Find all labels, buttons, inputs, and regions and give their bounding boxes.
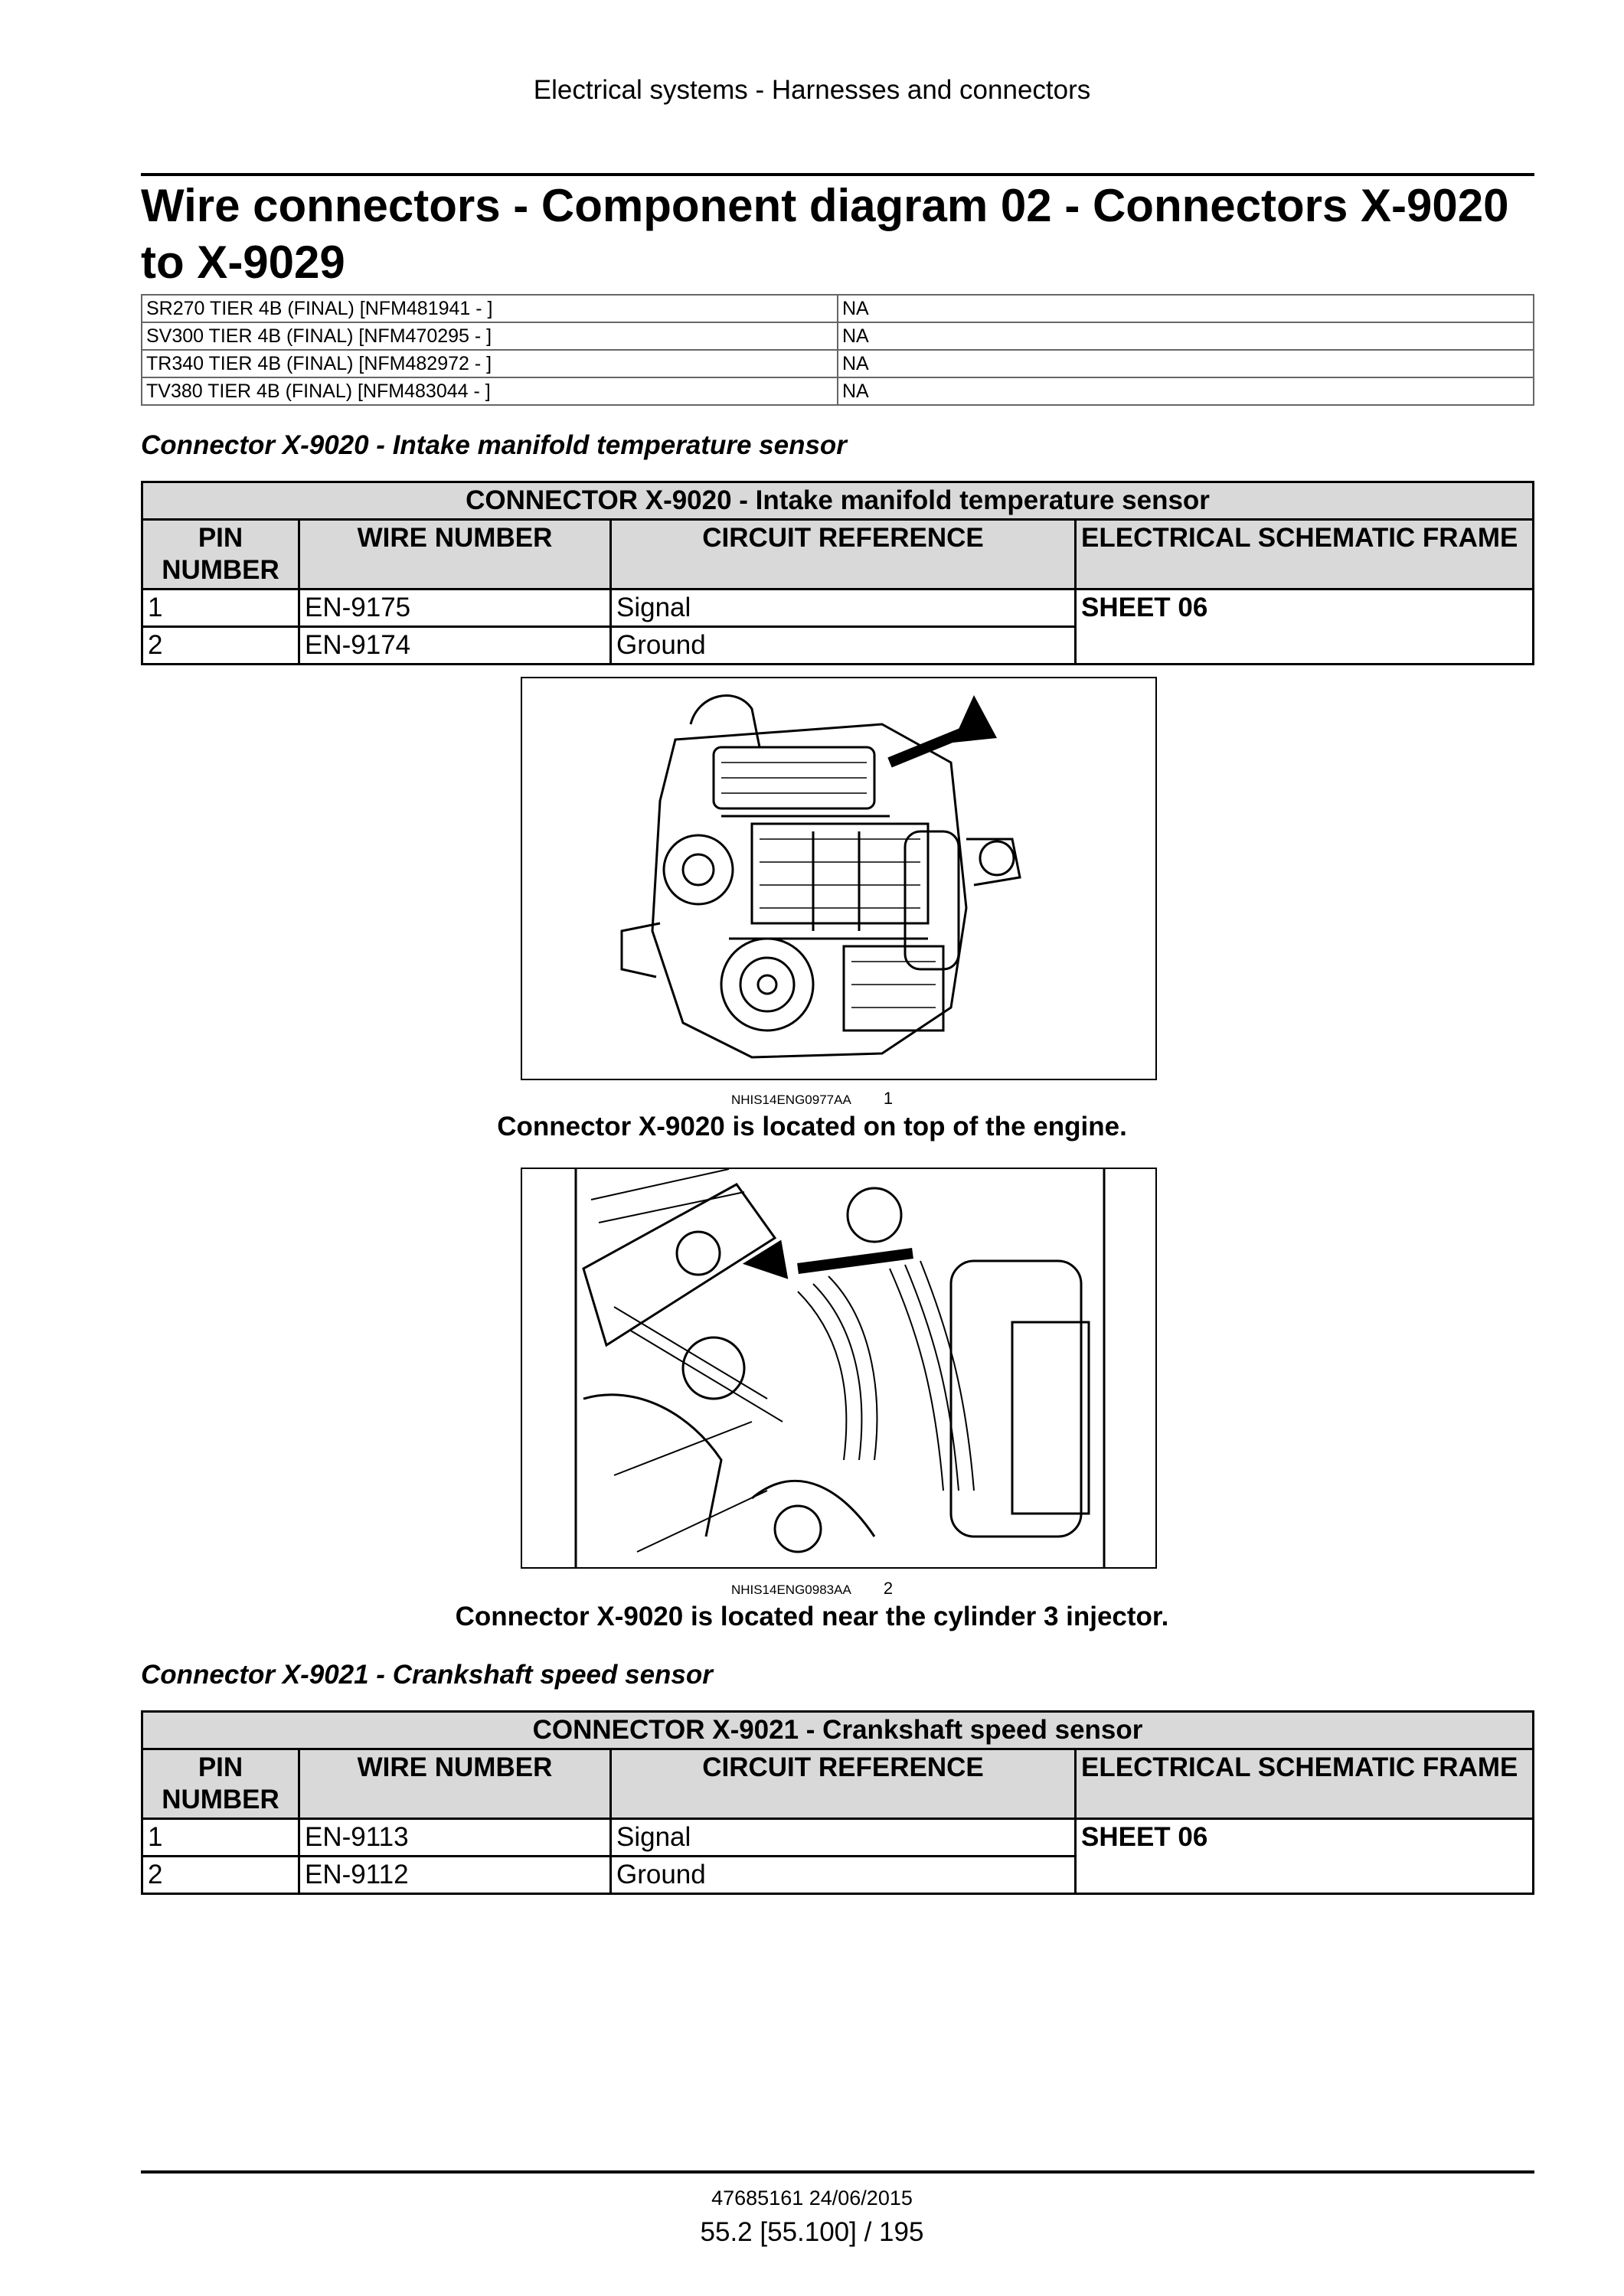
table-caption: CONNECTOR X-9020 - Intake manifold temperature sensor bbox=[142, 482, 1534, 520]
page-title: Wire connectors - Component diagram 02 - Connectors X-9020 to X-9029 bbox=[141, 180, 1509, 288]
footer-rule bbox=[141, 2170, 1534, 2174]
figure-code-text: NHIS14ENG0977AA bbox=[730, 1092, 851, 1107]
figure-caption: Connector X-9020 is located near the cylinder 3 injector. bbox=[455, 1602, 1169, 1631]
pin-cell: 2 bbox=[142, 1857, 299, 1894]
model-cell: SV300 TIER 4B (FINAL) [NFM470295 - ] bbox=[142, 322, 838, 350]
injector-illustration bbox=[522, 1169, 1155, 1567]
header-rule bbox=[141, 173, 1534, 176]
applicability-row bbox=[142, 322, 1534, 350]
figure-caption: Connector X-9020 is located on top of the engine. bbox=[497, 1112, 1127, 1141]
model-cell: TV380 TIER 4B (FINAL) [NFM483044 - ] bbox=[142, 377, 838, 405]
value-cell: NA bbox=[838, 322, 1534, 350]
wire-cell: EN-9175 bbox=[299, 590, 611, 627]
footer-page-number: 55.2 [55.100] / 195 bbox=[700, 2217, 924, 2247]
value-cell: NA bbox=[838, 377, 1534, 405]
applicability-row bbox=[142, 350, 1534, 377]
column-header: CIRCUIT REFERENCE bbox=[611, 520, 1076, 590]
engine-figure bbox=[521, 677, 1157, 1080]
circuit-cell: Ground bbox=[611, 1857, 1076, 1894]
column-header: WIRE NUMBER bbox=[299, 520, 611, 590]
engine-illustration bbox=[522, 678, 1155, 1079]
applicability-table bbox=[141, 294, 1534, 406]
table-row bbox=[142, 1819, 1534, 1857]
footer-doc-number: 47685161 24/06/2015 bbox=[711, 2187, 913, 2209]
figure-code-text: NHIS14ENG0983AA bbox=[730, 1582, 851, 1597]
model-cell: TR340 TIER 4B (FINAL) [NFM482972 - ] bbox=[142, 350, 838, 377]
figure-number: 2 bbox=[883, 1579, 894, 1598]
column-header: ELECTRICAL SCHEMATIC FRAME bbox=[1076, 520, 1534, 590]
column-header: PIN NUMBER bbox=[142, 520, 299, 590]
wire-cell: EN-9113 bbox=[299, 1819, 611, 1857]
connector-table bbox=[141, 1710, 1534, 1895]
pin-cell: 2 bbox=[142, 627, 299, 665]
figure-code bbox=[0, 1089, 1624, 1109]
connector-table bbox=[141, 481, 1534, 665]
circuit-cell: Signal bbox=[611, 1819, 1076, 1857]
column-header: CIRCUIT REFERENCE bbox=[611, 1749, 1076, 1819]
model-cell: SR270 TIER 4B (FINAL) [NFM481941 - ] bbox=[142, 295, 838, 322]
table-caption: CONNECTOR X-9021 - Crankshaft speed sensor bbox=[142, 1712, 1534, 1749]
circuit-cell: Signal bbox=[611, 590, 1076, 627]
frame-cell: SHEET 06 bbox=[1076, 590, 1534, 665]
section-heading: Connector X-9020 - Intake manifold temperature sensor bbox=[141, 430, 847, 460]
pin-cell: 1 bbox=[142, 590, 299, 627]
column-header: PIN NUMBER bbox=[142, 1749, 299, 1819]
arrow-icon bbox=[740, 1240, 788, 1287]
applicability-row bbox=[142, 377, 1534, 405]
wire-cell: EN-9174 bbox=[299, 627, 611, 665]
injector-figure bbox=[521, 1168, 1157, 1569]
value-cell: NA bbox=[838, 295, 1534, 322]
column-header: WIRE NUMBER bbox=[299, 1749, 611, 1819]
column-header: ELECTRICAL SCHEMATIC FRAME bbox=[1076, 1749, 1534, 1819]
figure-number: 1 bbox=[883, 1089, 894, 1108]
pin-cell: 1 bbox=[142, 1819, 299, 1857]
figure-code bbox=[0, 1579, 1624, 1599]
frame-cell: SHEET 06 bbox=[1076, 1819, 1534, 1894]
section-heading: Connector X-9021 - Crankshaft speed sensor bbox=[141, 1660, 713, 1690]
value-cell: NA bbox=[838, 350, 1534, 377]
page-header: Electrical systems - Harnesses and connectors bbox=[533, 75, 1091, 105]
circuit-cell: Ground bbox=[611, 627, 1076, 665]
wire-cell: EN-9112 bbox=[299, 1857, 611, 1894]
table-row bbox=[142, 590, 1534, 627]
applicability-row bbox=[142, 295, 1534, 322]
